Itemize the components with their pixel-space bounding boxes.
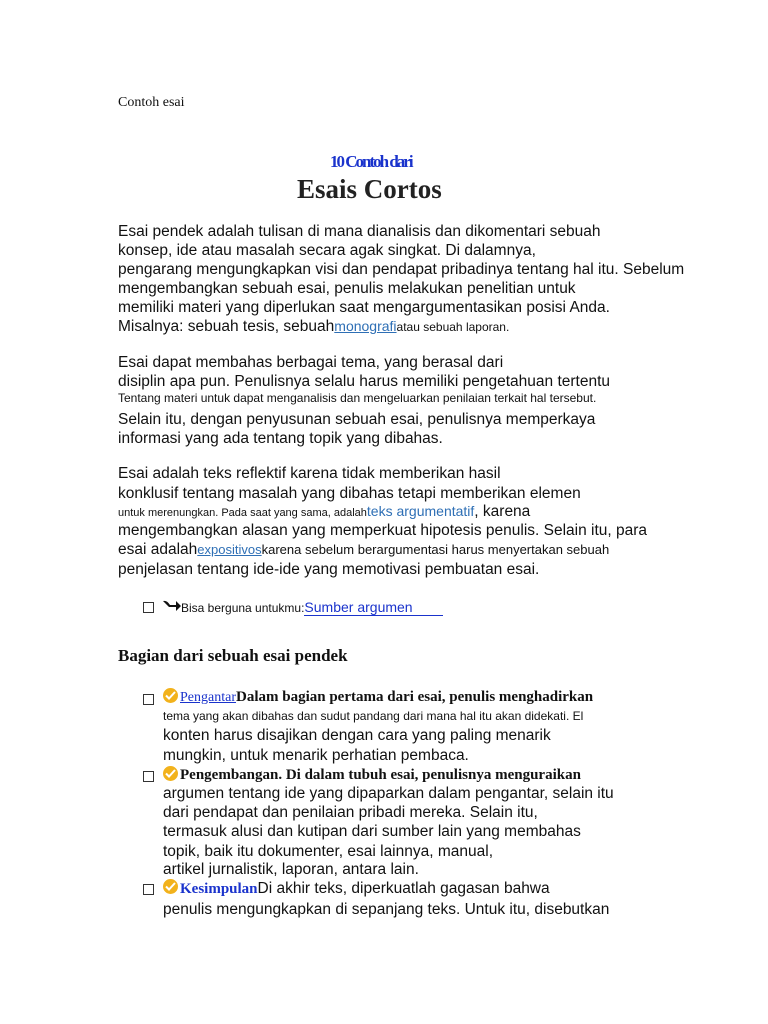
- p1-line-6-text: Misalnya: sebuah tesis, sebuah: [118, 318, 335, 335]
- p3-line-3-tail: , karena: [474, 503, 531, 520]
- p3-line-2: konklusif tentang masalah yang dibahas tetapi memberikan elemen: [118, 485, 581, 502]
- kesimpulan-link[interactable]: Kesimpulan: [180, 881, 258, 897]
- useful-label: Bisa berguna untuk: [181, 601, 285, 615]
- item-1-line-1: tema yang akan dibahas dan sudut pandang dari mana hal itu akan didekati. El: [163, 709, 584, 723]
- item-3-line-1: penulis mengungkapkan di sepanjang teks. Untuk itu, disebutkan: [163, 901, 610, 918]
- p3-line-5: [118, 541, 609, 559]
- item-2-line-5: artikel jurnalistik, laporan, antara lain.: [163, 861, 419, 878]
- monografi-link[interactable]: monografi: [334, 318, 397, 334]
- item-1-line-3: mungkin, untuk menarik perhatian pembaca.: [163, 747, 469, 764]
- p1-line-6-tail: atau sebuah laporan.: [396, 320, 510, 334]
- p2-line-4: Selain itu, dengan penyusunan sebuah esai, penulisnya memperkaya: [118, 411, 596, 428]
- check-circle-icon: [163, 879, 178, 894]
- item-1-heading-text: Dalam bagian pertama dari esai, penulis menghadirkan: [235, 689, 594, 705]
- item-2-line-3: termasuk alusi dan kutipan dari sumber lain yang membahas: [163, 823, 581, 840]
- p2-line-2: disiplin apa pun. Penulisnya selalu harus memiliki pengetahuan tertentu: [118, 373, 611, 390]
- item-1-line-2: konten harus disajikan dengan cara yang paling menarik: [163, 727, 551, 744]
- p1-line-3: pengarang mengungkapkan visi dan pendapat pribadinya tentang hal itu. Sebelum: [118, 261, 685, 278]
- p1-line-2: konsep, ide atau masalah secara agak singkat. Di dalamnya,: [118, 242, 536, 259]
- expositivos-link[interactable]: expositivos: [197, 542, 262, 557]
- title-small: 10 Contoh dari: [330, 152, 412, 171]
- bullet-box-icon: [143, 694, 154, 705]
- item-3-heading-text: Di akhir teks, diperkuatlah gagasan bahwa: [257, 880, 550, 897]
- page-title: Esais Cortos: [297, 174, 442, 204]
- p1-line-1: Esai pendek adalah tulisan di mana dianalisis dan dikomentari sebuah: [118, 223, 601, 240]
- item-1-heading: [180, 689, 593, 706]
- p3-line-4: mengembangkan alasan yang memperkuat hipotesis penulis. Selain itu, para: [118, 522, 648, 539]
- p1-line-6: [118, 318, 509, 336]
- bullet-box-icon: [143, 884, 154, 895]
- item-2-line-2: dari pendapat dan penilaian pribadi mereka. Selain itu,: [163, 804, 538, 821]
- check-circle-icon: [163, 688, 178, 703]
- item-2-line-1: argumen tentang ide yang dipaparkan dalam pengantar, selain itu: [163, 785, 614, 802]
- p3-line-5-text: esai adalah: [118, 541, 198, 558]
- check-circle-icon: [163, 766, 178, 781]
- p3-line-5-tail: karena sebelum berargumentasi harus menyertakan sebuah: [261, 542, 610, 557]
- arrow-right-icon: [162, 597, 182, 618]
- pengantar-link[interactable]: Pengantar: [180, 690, 236, 705]
- p3-line-3-text: untuk merenungkan. Pada saat yang sama, adalah: [118, 507, 367, 519]
- p3-line-6: penjelasan tentang ide-ide yang memotivasi pembuatan esai.: [118, 561, 540, 578]
- item-2-line-4: topik, baik itu dokumenter, esai lainnya, manual,: [163, 843, 493, 860]
- teks-argumentatif-link[interactable]: teks argumentatif: [366, 503, 475, 519]
- document-header-label: Contoh esai: [118, 95, 185, 110]
- p2-line-3: Tentang materi untuk dapat menganalisis dan mengeluarkan penilaian terkait hal tersebut.: [118, 391, 597, 405]
- bullet-box-icon: [143, 771, 154, 782]
- p3-line-3: [118, 503, 530, 521]
- p2-line-5: informasi yang ada tentang topik yang dibahas.: [118, 430, 443, 447]
- useful-tail: mu:: [284, 601, 305, 615]
- section-heading: Bagian dari sebuah esai pendek: [118, 646, 348, 665]
- p1-line-5: memiliki materi yang diperlukan saat mengargumentasikan posisi Anda.: [118, 299, 610, 316]
- p3-line-1: Esai adalah teks reflektif karena tidak memberikan hasil: [118, 465, 501, 482]
- bullet-box-icon: [143, 602, 154, 613]
- item-2-heading: Pengembangan. Di dalam tubuh esai, penulisnya menguraikan: [180, 767, 581, 783]
- item-3-heading: [180, 880, 550, 898]
- useful-line: [181, 599, 443, 616]
- sumber-argumen-link[interactable]: Sumber argumen: [304, 599, 442, 616]
- p1-line-4: mengembangkan sebuah esai, penulis melakukan penelitian untuk: [118, 280, 576, 297]
- p2-line-1: Esai dapat membahas berbagai tema, yang berasal dari: [118, 354, 504, 371]
